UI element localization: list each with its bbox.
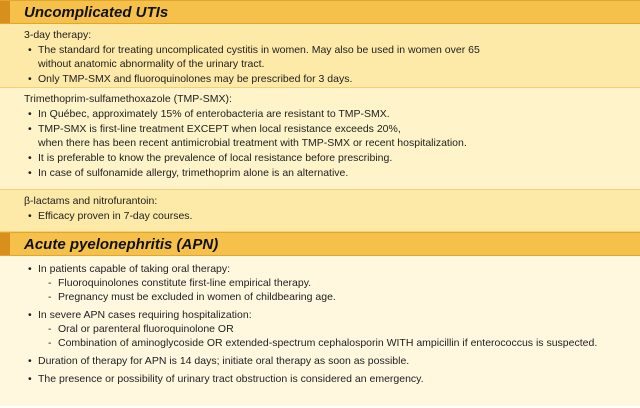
list-item: • Only TMP-SMX and fluoroquinolones may be prescribed for 3 days.: [24, 72, 632, 86]
bullet-list: [24, 107, 632, 180]
list-item: • In severe APN cases requiring hospitalization: - Oral or parenteral fluoroquinolone OR - Combination of aminoglycoside OR extended-spectrum cephalosporin WITH ampicillin if enterococcus is suspected.: [24, 308, 632, 350]
apn-section: [0, 256, 640, 406]
header-accent-bar: [0, 1, 10, 23]
three-day-therapy-section: [0, 24, 640, 88]
bullet-list: [24, 262, 632, 386]
section-title: 3-day therapy:: [24, 29, 92, 41]
tmp-smx-section: [0, 88, 640, 190]
sub-item: - Pregnancy must be excluded in women of childbearing age.: [48, 290, 632, 304]
list-item: • In case of sulfonamide allergy, trimethoprim alone is an alternative.: [24, 166, 632, 180]
sub-item: - Combination of aminoglycoside OR extended-spectrum cephalosporin WITH ampicillin if enterococcus is suspected.: [48, 336, 632, 350]
list-item: • It is preferable to know the prevalence of local resistance before prescribing.: [24, 151, 632, 165]
sub-list: [38, 322, 632, 350]
bullet-list: [24, 43, 632, 86]
uncomplicated-utis-header: [0, 0, 640, 24]
apn-header: [0, 232, 640, 256]
list-item: • Efficacy proven in 7-day courses.: [24, 209, 632, 223]
sub-item: - Oral or parenteral fluoroquinolone OR: [48, 322, 632, 336]
list-item: • In Québec, approximately 15% of enterobacteria are resistant to TMP-SMX.: [24, 107, 632, 121]
beta-lactams-section: [0, 190, 640, 232]
sub-item: - Fluoroquinolones constitute first-line empirical therapy.: [48, 276, 632, 290]
header-accent-bar: [0, 233, 10, 255]
sub-list: [38, 276, 632, 304]
section-title: Trimethoprim-sulfamethoxazole (TMP-SMX):: [24, 93, 232, 105]
list-item: • TMP-SMX is first-line treatment EXCEPT when local resistance exceeds 20%, when there has been recent antimicrobial treatment with TMP-SMX or recent hospitalization.: [24, 122, 632, 150]
list-item: • In patients capable of taking oral therapy: - Fluoroquinolones constitute first-line empirical therapy. - Pregnancy must be excluded in women of childbearing age.: [24, 262, 632, 304]
header-title: Acute pyelonephritis (APN): [24, 236, 219, 253]
header-title: Uncomplicated UTIs: [24, 4, 169, 21]
section-title: β-lactams and nitrofurantoin:: [24, 195, 158, 207]
list-item: • Duration of therapy for APN is 14 days; initiate oral therapy as soon as possible.: [24, 354, 632, 368]
bullet-list: [24, 209, 632, 223]
list-item: • The standard for treating uncomplicated cystitis in women. May also be used in women over 65 without anatomic abnormality of the urinary tract.: [24, 43, 632, 71]
list-item: • The presence or possibility of urinary tract obstruction is considered an emergency.: [24, 372, 632, 386]
